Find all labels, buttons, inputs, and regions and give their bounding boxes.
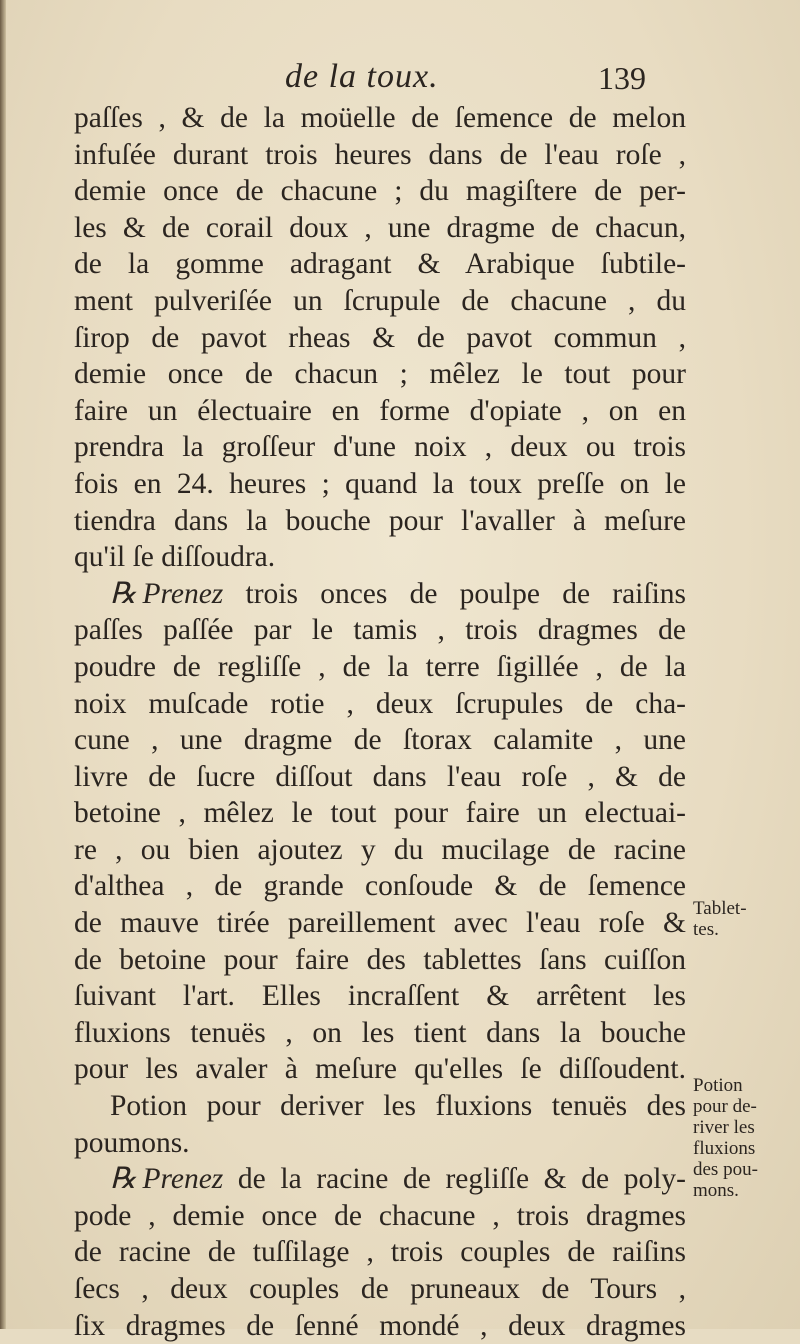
line-text: trois onces de poulpe de raiſins — [245, 577, 686, 610]
text-line — [74, 759, 686, 796]
text-line — [74, 356, 686, 393]
line-text: pode , demie once de chacune , trois dragmes — [74, 1199, 686, 1232]
margin-note-line: des pou- — [693, 1159, 758, 1180]
line-text: demie once de chacun ; mêlez le tout pour — [74, 358, 686, 391]
margin-note-line: mons. — [693, 1180, 739, 1201]
line-text: tiendra dans la bouche pour l'avaller à meſure — [74, 504, 686, 537]
line-text: fois en 24. heures ; quand la toux preſſe on le — [74, 467, 686, 500]
text-line — [74, 1015, 686, 1052]
text-line — [74, 686, 686, 723]
line-text: ſirop de pavot rheas & de pavot commun , — [74, 321, 686, 354]
page-binding-edge — [0, 0, 6, 1329]
text-line — [74, 393, 686, 430]
running-title: de la toux. — [285, 58, 439, 95]
line-text: livre de ſucre diſſout dans l'eau roſe , & de — [74, 760, 686, 793]
line-text: noix muſcade rotie , deux ſcrupules de cha- — [74, 687, 686, 720]
line-text: de la gomme adragant & Arabique ſubtile- — [74, 248, 686, 281]
text-line — [74, 173, 686, 210]
text-line — [74, 137, 686, 174]
page-header — [0, 50, 800, 100]
line-text: ſix dragmes de ſenné mondé , deux dragmes — [74, 1309, 686, 1342]
line-text: les & de corail doux , une dragme de chacun, — [74, 211, 686, 244]
line-text: paſſes , & de la moüelle de ſemence de melon — [74, 102, 686, 134]
text-line — [74, 1161, 686, 1198]
margin-note-line: pour de- — [693, 1096, 757, 1117]
margin-note-line: tes. — [693, 919, 719, 940]
text-line — [74, 1051, 686, 1088]
line-text: poudre de regliſſe , de la terre ſigillée , de la — [74, 650, 686, 683]
line-text: fluxions tenuës , on les tient dans la bouche — [74, 1016, 686, 1049]
line-text: de betoine pour faire des tablettes ſans cuiſſon — [74, 943, 686, 976]
line-text: faire un électuaire en forme d'opiate , on en — [74, 394, 686, 427]
text-line — [74, 1234, 686, 1271]
text-line — [74, 1088, 686, 1125]
body-text — [74, 100, 686, 1344]
line-text: ment pulveriſée un ſcrupule de chacune , du — [74, 284, 686, 317]
prenez-word: Prenez — [142, 577, 224, 610]
line-text: Potion pour deriver les fluxions tenuës des — [110, 1090, 686, 1123]
margin-note-tablettes — [693, 898, 747, 940]
line-text: ſecs , deux couples de pruneaux de Tours , — [74, 1273, 686, 1305]
text-line — [74, 649, 686, 686]
text-line — [74, 246, 686, 283]
prenez-word: Prenez — [142, 1163, 224, 1196]
line-text: paſſes paſſée par le tamis , trois dragmes de — [74, 614, 686, 647]
text-line — [74, 722, 686, 759]
line-text: d'althea , de grande conſoude & de ſemence — [74, 870, 686, 903]
line-text: ſuivant l'art. Elles incraſſent & arrêtent les — [74, 980, 686, 1013]
text-line — [74, 832, 686, 869]
page-number: 139 — [598, 60, 646, 96]
text-line — [74, 868, 686, 905]
margin-note-line: Potion — [693, 1075, 743, 1096]
text-line — [74, 1125, 686, 1162]
text-line — [74, 576, 686, 613]
recipe-symbol: ℞ — [110, 1163, 137, 1196]
text-line — [74, 1308, 686, 1344]
margin-note-line: river les — [693, 1117, 755, 1138]
text-line — [74, 539, 686, 576]
margin-note-line: fluxions — [693, 1138, 756, 1159]
line-text: qu'il ſe diſſoudra. — [74, 541, 276, 574]
text-line — [74, 1271, 686, 1308]
text-line — [74, 1198, 686, 1235]
text-line — [74, 978, 686, 1015]
text-line — [74, 210, 686, 247]
text-line — [74, 283, 686, 320]
line-text: pour les avaler à meſure qu'elles ſe diſſoudent. — [74, 1053, 686, 1086]
line-text: de mauve tirée pareillement avec l'eau roſe & — [74, 907, 686, 940]
text-line — [74, 320, 686, 357]
line-text: re , ou bien ajoutez y du mucilage de racine — [74, 833, 686, 866]
margin-note-line: Tablet- — [693, 898, 747, 919]
line-text: prendra la groſſeur d'une noix , deux ou trois — [74, 431, 686, 464]
text-line — [74, 905, 686, 942]
line-text: demie once de chacune ; du magiſtere de per- — [74, 175, 686, 208]
line-text: infuſée durant trois heures dans de l'eau roſe , — [74, 138, 686, 171]
recipe-symbol: ℞ — [110, 577, 137, 610]
line-text: poumons. — [74, 1126, 190, 1159]
text-line — [74, 466, 686, 503]
text-line — [74, 795, 686, 832]
margin-note-potion — [693, 1075, 758, 1201]
line-text: cune , une dragme de ſtorax calamite , une — [74, 724, 686, 757]
text-line — [74, 612, 686, 649]
text-line — [74, 942, 686, 979]
line-text: de racine de tuſſilage , trois couples de raiſins — [74, 1236, 686, 1269]
line-text: betoine , mêlez le tout pour faire un electuai- — [74, 797, 686, 830]
line-text: de la racine de regliſſe & de poly- — [237, 1163, 686, 1196]
text-line — [74, 503, 686, 540]
text-line — [74, 100, 686, 137]
text-line — [74, 429, 686, 466]
